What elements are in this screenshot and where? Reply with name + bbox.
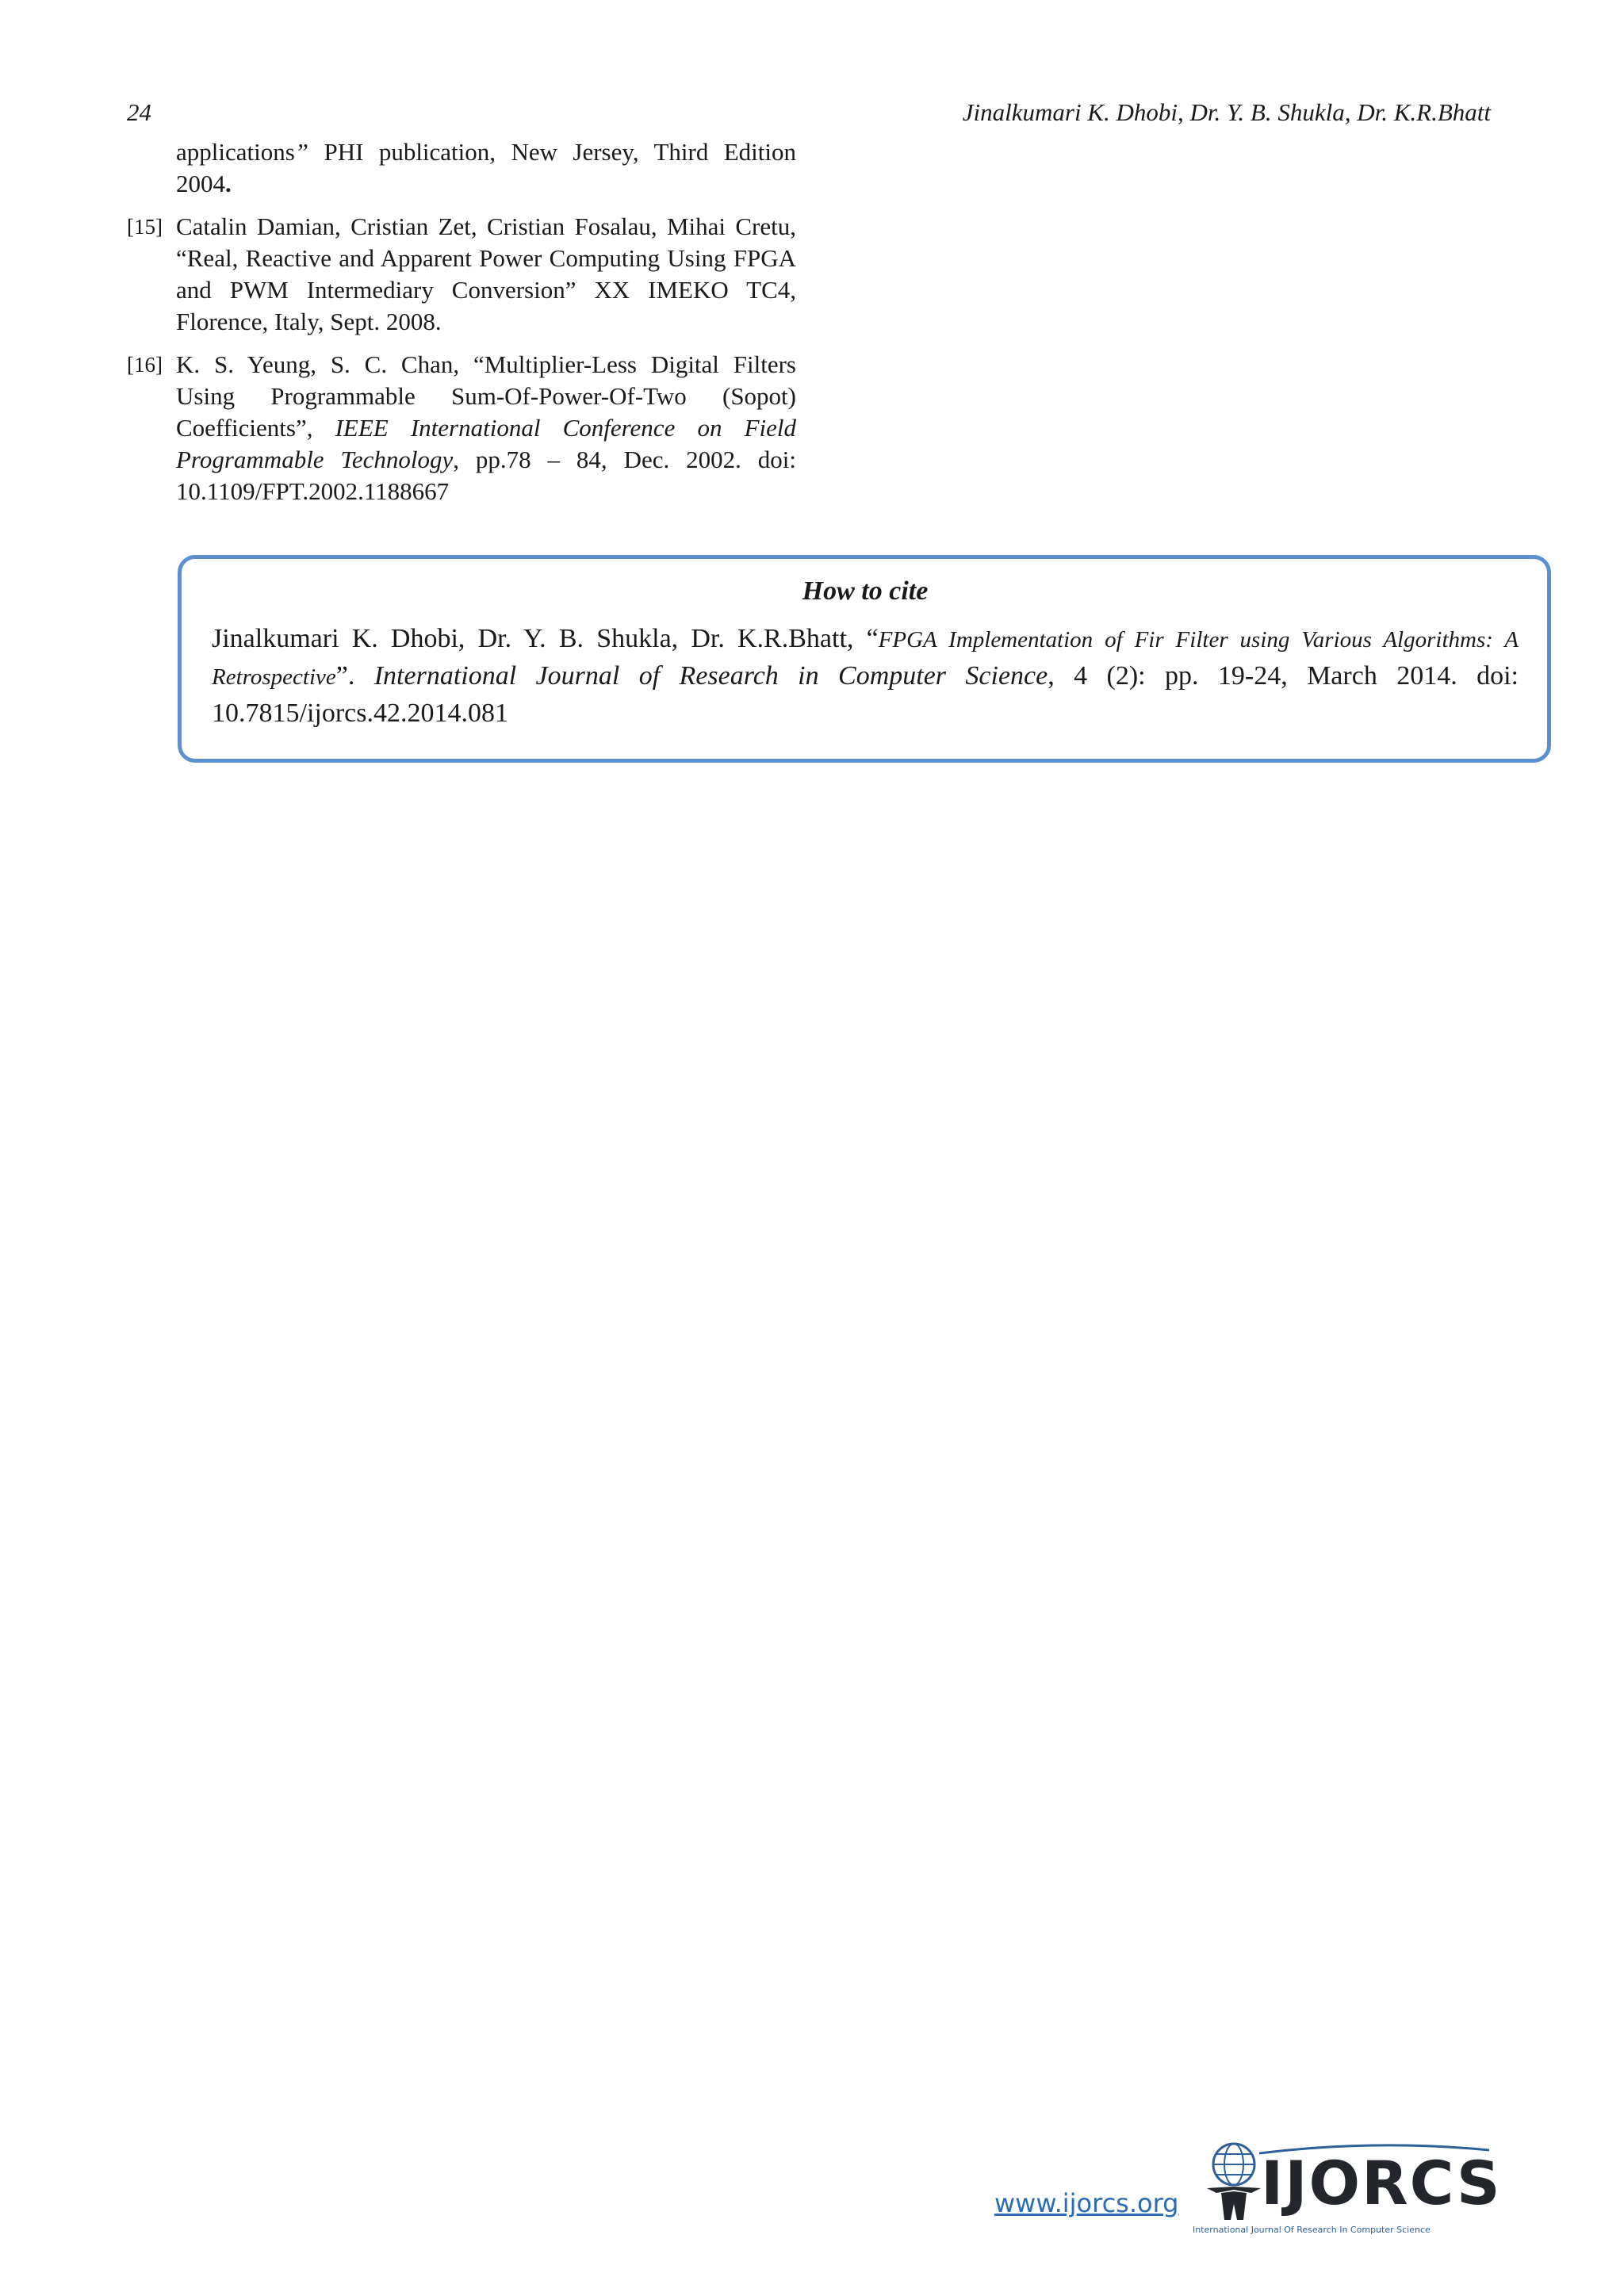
reference-number: [15] <box>127 215 163 239</box>
reference-number: [16] <box>127 353 163 377</box>
ijorcs-logo <box>1193 2141 1502 2244</box>
citation-journal: International Journal of Research in Computer Science <box>373 661 1048 691</box>
globe-figure-icon <box>1199 2141 1262 2223</box>
running-head: Jinalkumari K. Dhobi, Dr. Y. B. Shukla, Dr. K.R.Bhatt <box>962 98 1491 126</box>
reference-item <box>127 211 796 338</box>
logo-wordmark: IJORCS <box>1261 2148 1502 2218</box>
how-to-cite-box <box>178 555 1551 763</box>
closing-quote: ” <box>294 138 309 166</box>
reference-list <box>127 136 796 519</box>
reference-text: applications <box>176 138 295 166</box>
how-to-cite-heading: How to cite <box>802 576 929 606</box>
reference-text: K. S. Yeung, S. C. Chan, “Multiplier-Less Digital Filters Using Programmable Sum-Of-Power-Of-Two (Sopot) Coefficients”, <box>176 350 796 442</box>
citation-details: , 4 (2): pp. 19-24, March 2014. doi: 10.7815/ijorcs.42.2014.081 <box>212 661 1519 728</box>
reference-period: . <box>225 170 232 197</box>
citation-text <box>212 621 1519 731</box>
citation-title: FPGA Implementation of Fir Filter using Various Algorithms: A Retrospective <box>212 627 1519 690</box>
reference-text: , pp.78 – 84, Dec. 2002. doi: 10.1109/FPT.2002.1188667 <box>176 446 796 505</box>
website-link[interactable]: www.ijorcs.org <box>994 2188 1179 2218</box>
page-number: 24 <box>127 98 151 126</box>
reference-text: PHI publication, New Jersey, Third Edition 2004 <box>176 138 796 197</box>
reference-text: Catalin Damian, Cristian Zet, Cristian Fosalau, Mihai Cretu, “Real, Reactive and Apparent Power Computing Using FPGA and PWM Intermediary Conversion” XX IMEKO TC4, Florence, Italy, Sept. 2008. <box>176 212 796 335</box>
citation-separator: ”. <box>335 661 374 691</box>
citation-authors: Jinalkumari K. Dhobi, Dr. Y. B. Shukla, Dr. K.R.Bhatt, “ <box>212 624 879 653</box>
logo-swoosh-icon <box>1259 2144 1489 2155</box>
reference-item <box>127 136 796 200</box>
reference-venue: IEEE International Conference on Field Programmable Technology <box>176 414 797 473</box>
reference-item <box>127 349 796 507</box>
logo-tagline: International Journal Of Research In Computer Science <box>1193 2225 1431 2235</box>
